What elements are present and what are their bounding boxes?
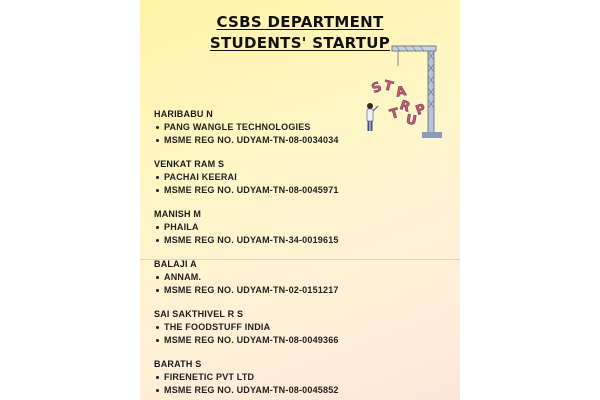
svg-text:S: S bbox=[369, 79, 385, 97]
founder-name: MANISH M bbox=[154, 209, 202, 219]
startup-list bbox=[154, 105, 454, 400]
founder-name: BARATH S bbox=[154, 359, 202, 369]
company-name: ANNAM. bbox=[154, 271, 454, 284]
title-line-1: CSBS DEPARTMENT bbox=[216, 13, 384, 31]
company-name: PANG WANGLE TECHNOLOGIES bbox=[154, 121, 454, 134]
company-name: PACHAI KEERAI bbox=[154, 171, 454, 184]
founder-name: SAI SAKTHIVEL R S bbox=[154, 309, 244, 319]
founder-name: BALAJI A bbox=[154, 259, 197, 269]
list-item bbox=[154, 208, 454, 247]
registration-number: MSME REG NO. UDYAM-TN-08-0045852 bbox=[154, 384, 454, 397]
list-item bbox=[154, 158, 454, 197]
registration-number: MSME REG NO. UDYAM-TN-08-0045971 bbox=[154, 184, 454, 197]
svg-text:R: R bbox=[397, 98, 413, 116]
svg-text:P: P bbox=[413, 101, 428, 119]
list-item bbox=[154, 358, 454, 397]
registration-number: MSME REG NO. UDYAM-TN-08-0034034 bbox=[154, 134, 454, 147]
founder-name: HARIBABU N bbox=[154, 109, 213, 119]
company-name: THE FOODSTUFF INDIA bbox=[154, 321, 454, 334]
list-item bbox=[154, 258, 454, 297]
registration-number: MSME REG NO. UDYAM-TN-34-0019615 bbox=[154, 234, 454, 247]
svg-text:A: A bbox=[394, 84, 408, 101]
svg-text:T: T bbox=[382, 78, 395, 95]
svg-text:T: T bbox=[388, 105, 401, 123]
founder-name: VENKAT RAM S bbox=[154, 159, 225, 169]
registration-number: MSME REG NO. UDYAM-TN-02-0151217 bbox=[154, 284, 454, 297]
list-item bbox=[154, 308, 454, 347]
startup-document-page bbox=[140, 0, 460, 400]
svg-text:U: U bbox=[404, 112, 418, 130]
list-item bbox=[154, 105, 454, 147]
company-name: PHAILA bbox=[154, 221, 454, 234]
company-name: FIRENETIC PVT LTD bbox=[154, 371, 454, 384]
title-line-2: STUDENTS' STARTUP bbox=[209, 34, 391, 52]
registration-number: MSME REG NO. UDYAM-TN-08-0049366 bbox=[154, 334, 454, 347]
